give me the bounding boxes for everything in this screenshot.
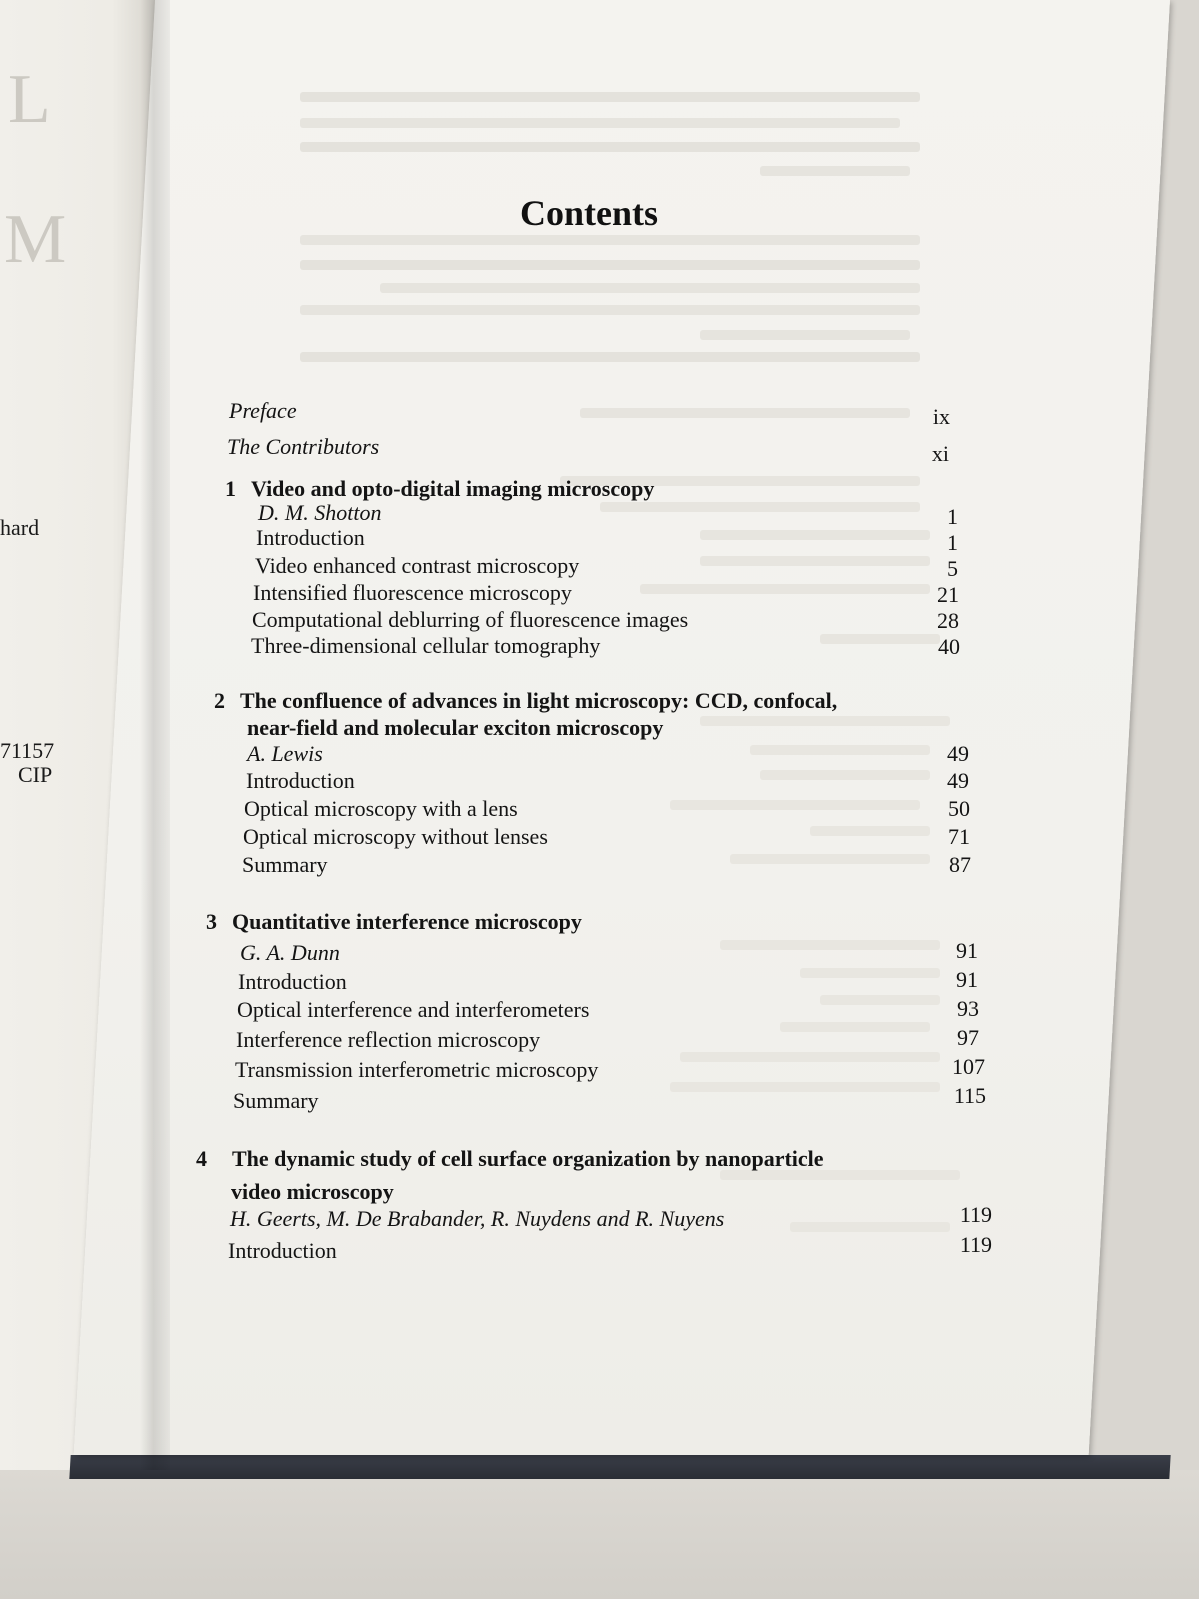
chapter-title-continued: video microscopy	[231, 1179, 394, 1204]
chapter-heading	[214, 688, 837, 714]
toc-entry-preface: Preface	[229, 398, 297, 423]
facing-page-fragment: 71157	[0, 738, 55, 763]
toc-section: Summary	[242, 852, 328, 877]
page-title: Contents	[520, 193, 659, 233]
chapter-heading	[196, 1146, 824, 1172]
toc-section: Computational deblurring of fluorescence images	[252, 607, 689, 632]
chapter-author: G. A. Dunn	[240, 940, 340, 965]
chapter-title: Video and opto-digital imaging microscopy	[251, 476, 655, 501]
toc-section: Introduction	[246, 768, 355, 793]
faint-letter-decoration: M	[4, 201, 67, 278]
toc-section: Optical microscopy without lenses	[243, 824, 548, 849]
toc-section: Optical interference and interferometers	[237, 997, 590, 1022]
toc-section: Intensified fluorescence microscopy	[253, 580, 572, 605]
toc-section: Introduction	[228, 1238, 337, 1263]
toc-page-number: 71	[948, 824, 970, 849]
chapter-title-continued: near-field and molecular exciton microscopy	[247, 715, 664, 740]
toc-page-number: 91	[956, 967, 978, 992]
toc-page-number: 115	[953, 1083, 986, 1108]
toc-page-number: 1	[947, 530, 958, 555]
chapter-author: D. M. Shotton	[258, 500, 382, 525]
chapter-title: The confluence of advances in light microscopy: CCD, confocal,	[240, 688, 838, 713]
toc-section: Optical microscopy with a lens	[244, 796, 518, 821]
toc-page-number: 119	[959, 1232, 992, 1257]
chapter-heading	[225, 476, 654, 502]
toc-page-number: 93	[957, 996, 979, 1021]
toc-page-number: 21	[937, 582, 959, 607]
chapter-author: H. Geerts, M. De Brabander, R. Nuydens and R. Nuyens	[230, 1206, 725, 1231]
toc-page-number: 28	[937, 608, 959, 633]
chapter-title: The dynamic study of cell surface organization by nanoparticle	[232, 1146, 824, 1171]
toc-page-number: 107	[952, 1054, 985, 1079]
chapter-number: 3	[206, 909, 217, 934]
toc-entry-contributors: The Contributors	[227, 434, 380, 459]
toc-section: Introduction	[238, 969, 347, 994]
chapter-title: Quantitative interference microscopy	[232, 909, 582, 934]
facing-page-fragment: CIP	[18, 762, 53, 787]
toc-section: Three-dimensional cellular tomography	[251, 633, 601, 658]
toc-page-number: ix	[932, 404, 950, 429]
chapter-number: 4	[196, 1146, 207, 1171]
toc-section: Video enhanced contrast microscopy	[255, 553, 580, 578]
toc-page-number: 49	[947, 768, 969, 793]
chapter-number: 1	[225, 476, 236, 501]
toc-page-number: 91	[956, 938, 978, 963]
toc-page-number: 5	[947, 556, 958, 581]
chapter-heading	[206, 909, 582, 935]
toc-page-number: xi	[931, 441, 949, 466]
toc-page-number: 40	[938, 634, 960, 659]
toc-section: Introduction	[256, 525, 365, 550]
toc-page-number: 119	[959, 1202, 992, 1227]
toc-section: Transmission interferometric microscopy	[235, 1057, 599, 1082]
toc-page-number: 1	[947, 504, 958, 529]
facing-page-fragment: hard	[0, 515, 40, 540]
toc-page-number: 97	[957, 1025, 979, 1050]
faint-letter-decoration: L	[8, 61, 51, 138]
toc-page-number: 87	[949, 852, 971, 877]
toc-section: Interference reflection microscopy	[236, 1027, 541, 1052]
chapter-number: 2	[214, 688, 225, 713]
toc-section: Summary	[233, 1088, 319, 1113]
toc-page-number: 50	[948, 796, 970, 821]
chapter-author: A. Lewis	[247, 741, 323, 766]
toc-page-number: 49	[947, 741, 969, 766]
